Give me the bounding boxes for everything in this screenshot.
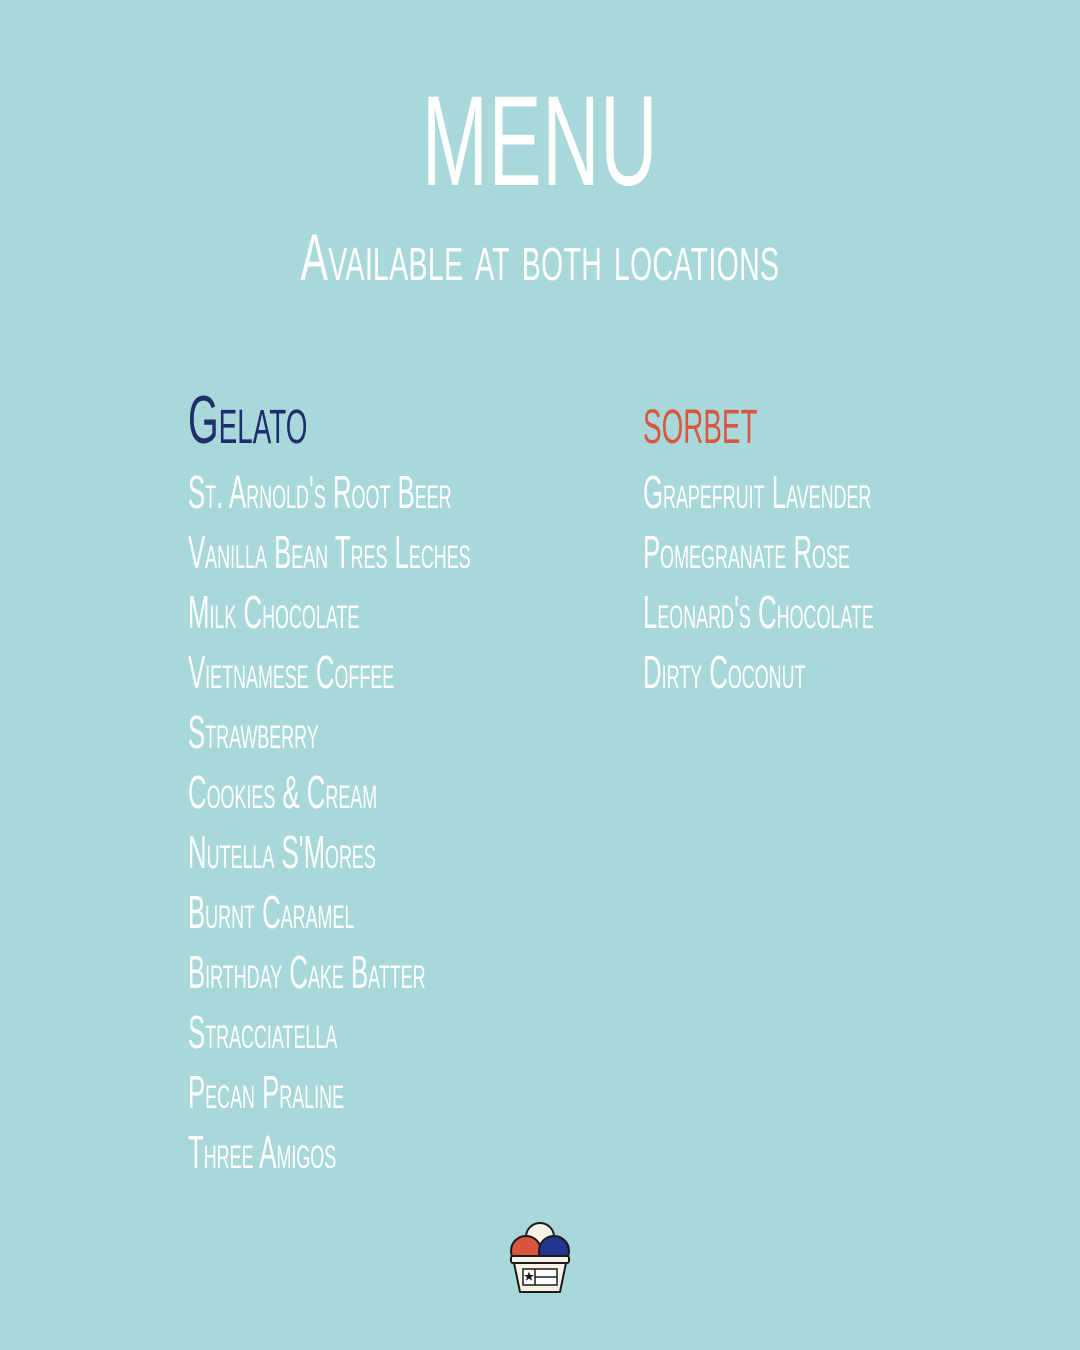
page-title: MENU (421, 70, 659, 213)
page-subtitle: Available at both locations (300, 220, 780, 294)
gelato-list (188, 462, 693, 1182)
sorbet-item: Leonard's Chocolate (643, 586, 874, 638)
sorbet-list (643, 462, 1055, 702)
gelato-item: Birthday Cake Batter (188, 946, 426, 998)
gelato-item: Burnt Caramel (188, 886, 355, 938)
gelato-item: St. Arnold's Root Beer (188, 466, 452, 518)
sorbet-item: Grapefruit Lavender (643, 466, 872, 518)
gelato-item: Stracciatella (188, 1006, 338, 1058)
gelato-item: Milk Chocolate (188, 586, 360, 638)
gelato-heading: Gelato (188, 382, 308, 458)
gelato-item: Cookies & Cream (188, 766, 378, 818)
gelato-item: Strawberry (188, 706, 319, 758)
sorbet-section (643, 382, 1055, 702)
gelato-section (188, 382, 693, 1182)
gelato-item: Nutella S'Mores (188, 826, 376, 878)
gelato-item: Three Amigos (188, 1126, 337, 1178)
gelato-item: Pecan Praline (188, 1066, 345, 1118)
gelato-item: Vietnamese Coffee (188, 646, 395, 698)
sorbet-heading: sorbet (643, 382, 758, 458)
gelato-cup-icon (507, 1220, 573, 1296)
sorbet-item: Pomegranate Rose (643, 526, 850, 578)
gelato-item: Vanilla Bean Tres Leches (188, 526, 471, 578)
sorbet-item: Dirty Coconut (643, 646, 806, 698)
